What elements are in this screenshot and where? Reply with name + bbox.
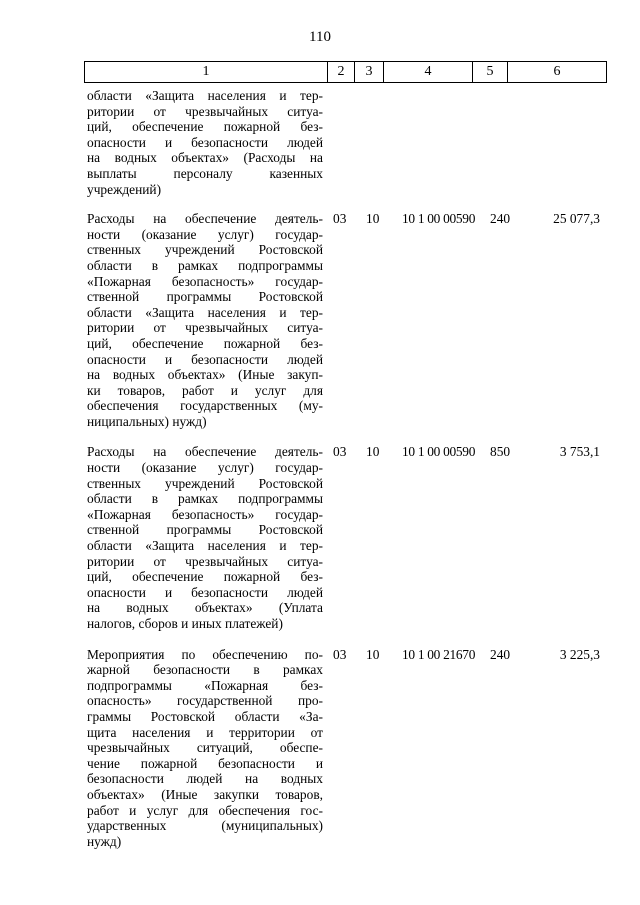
header-col-2: 2 [328, 62, 355, 83]
description-line: Расходы на обеспечение деятель- [87, 444, 323, 460]
header-col-6: 6 [508, 62, 607, 83]
description-line: подпрограммы «Пожарная без- [87, 677, 323, 693]
description-line: ственной программы Ростовской [87, 522, 323, 538]
target-item-code: 10 1 00 00590 [402, 211, 476, 227]
description-line: ударственных (муниципальных) [87, 818, 323, 834]
subsection-code: 10 [366, 444, 380, 460]
description-line: чрезвычайных ситуаций, обеспе- [87, 740, 323, 756]
description-line: опасность» государственной про- [87, 693, 323, 709]
description-line: ций, обеспечение пожарной без- [87, 335, 323, 351]
description-line: учреждений) [87, 181, 162, 197]
section-code: 03 [333, 646, 347, 662]
row-description [87, 88, 323, 197]
table-header [84, 61, 607, 83]
description-line: «Пожарная безопасность» государ- [87, 273, 323, 289]
header-col-3: 3 [355, 62, 384, 83]
description-line: налогов, сборов и иных платежей) [87, 616, 283, 631]
page-number: 110 [309, 29, 331, 45]
description-line: ритории от чрезвычайных ситуа- [87, 320, 323, 336]
description-line: жарной безопасности в рамках [87, 662, 323, 678]
amount: 3 225,3 [559, 646, 600, 662]
description-line: Расходы на обеспечение деятель- [87, 211, 323, 227]
amount: 3 753,1 [559, 444, 600, 460]
header-row [85, 62, 607, 83]
description-line: на водных объектах» (Уплата [87, 600, 323, 616]
header-col-1: 1 [85, 62, 328, 83]
description-line: области в рамках подпрограммы [87, 491, 323, 507]
row-description [87, 211, 323, 429]
expense-type-code: 240 [490, 646, 511, 662]
description-line: на водных объектах» (Иные закуп- [87, 367, 323, 383]
description-line: ственных учреждений Ростовской [87, 242, 323, 258]
expense-type-code: 850 [490, 444, 511, 460]
description-line: работ и услуг для обеспечения гос- [87, 802, 323, 818]
table-row [87, 88, 600, 197]
description-line: ниципальных) нужд) [87, 413, 207, 429]
target-item-code: 10 1 00 21670 [402, 646, 476, 662]
section-code: 03 [333, 211, 347, 227]
description-line: ности (оказание услуг) государ- [87, 460, 323, 476]
description-line: ритории от чрезвычайных ситуа- [87, 553, 323, 569]
description-line: опасности и безопасности людей [87, 584, 323, 600]
description-line: на водных объектах» (Расходы на [87, 150, 323, 166]
target-item-code: 10 1 00 00590 [402, 444, 476, 460]
table-row [87, 647, 600, 850]
description-line: ки товаров, работ и услуг для [87, 382, 323, 398]
description-line: чение пожарной безопасности и [87, 755, 323, 771]
description-line: опасности и безопасности людей [87, 351, 323, 367]
description-line: щита населения и территории от [87, 724, 323, 740]
table-row [87, 444, 600, 631]
description-line: ности (оказание услуг) государ- [87, 226, 323, 242]
header-col-5: 5 [473, 62, 508, 83]
description-line: ций, обеспечение пожарной без- [87, 569, 323, 585]
table-body [87, 88, 600, 864]
amount: 25 077,3 [553, 211, 600, 227]
description-line: объектах» (Иные закупки товаров, [87, 786, 323, 802]
description-line: ственной программы Ростовской [87, 289, 323, 305]
description-line: безопасности людей на водных [87, 771, 323, 787]
description-line: граммы Ростовской области «За- [87, 708, 323, 724]
description-line: области «Защита населения и тер- [87, 304, 323, 320]
expense-type-code: 240 [490, 211, 511, 227]
description-line: Мероприятия по обеспечению по- [87, 646, 323, 662]
description-line: области в рамках подпрограммы [87, 257, 323, 273]
description-line: области «Защита населения и тер- [87, 538, 323, 554]
description-line: нужд) [87, 833, 122, 849]
description-line: обеспечения государственных (му- [87, 398, 323, 414]
description-line: «Пожарная безопасность» государ- [87, 506, 323, 522]
table-row [87, 211, 600, 429]
description-line: опасности и безопасности людей [87, 134, 323, 150]
description-line: области «Защита населения и тер- [87, 88, 323, 103]
section-code: 03 [333, 444, 347, 460]
subsection-code: 10 [366, 211, 380, 227]
description-line: ритории от чрезвычайных ситуа- [87, 103, 323, 119]
description-line: ственных учреждений Ростовской [87, 475, 323, 491]
description-line: выплаты персоналу казенных [87, 165, 323, 181]
row-description [87, 444, 323, 631]
subsection-code: 10 [366, 646, 380, 662]
row-description [87, 647, 323, 850]
header-col-4: 4 [384, 62, 473, 83]
description-line: ций, обеспечение пожарной без- [87, 119, 323, 135]
